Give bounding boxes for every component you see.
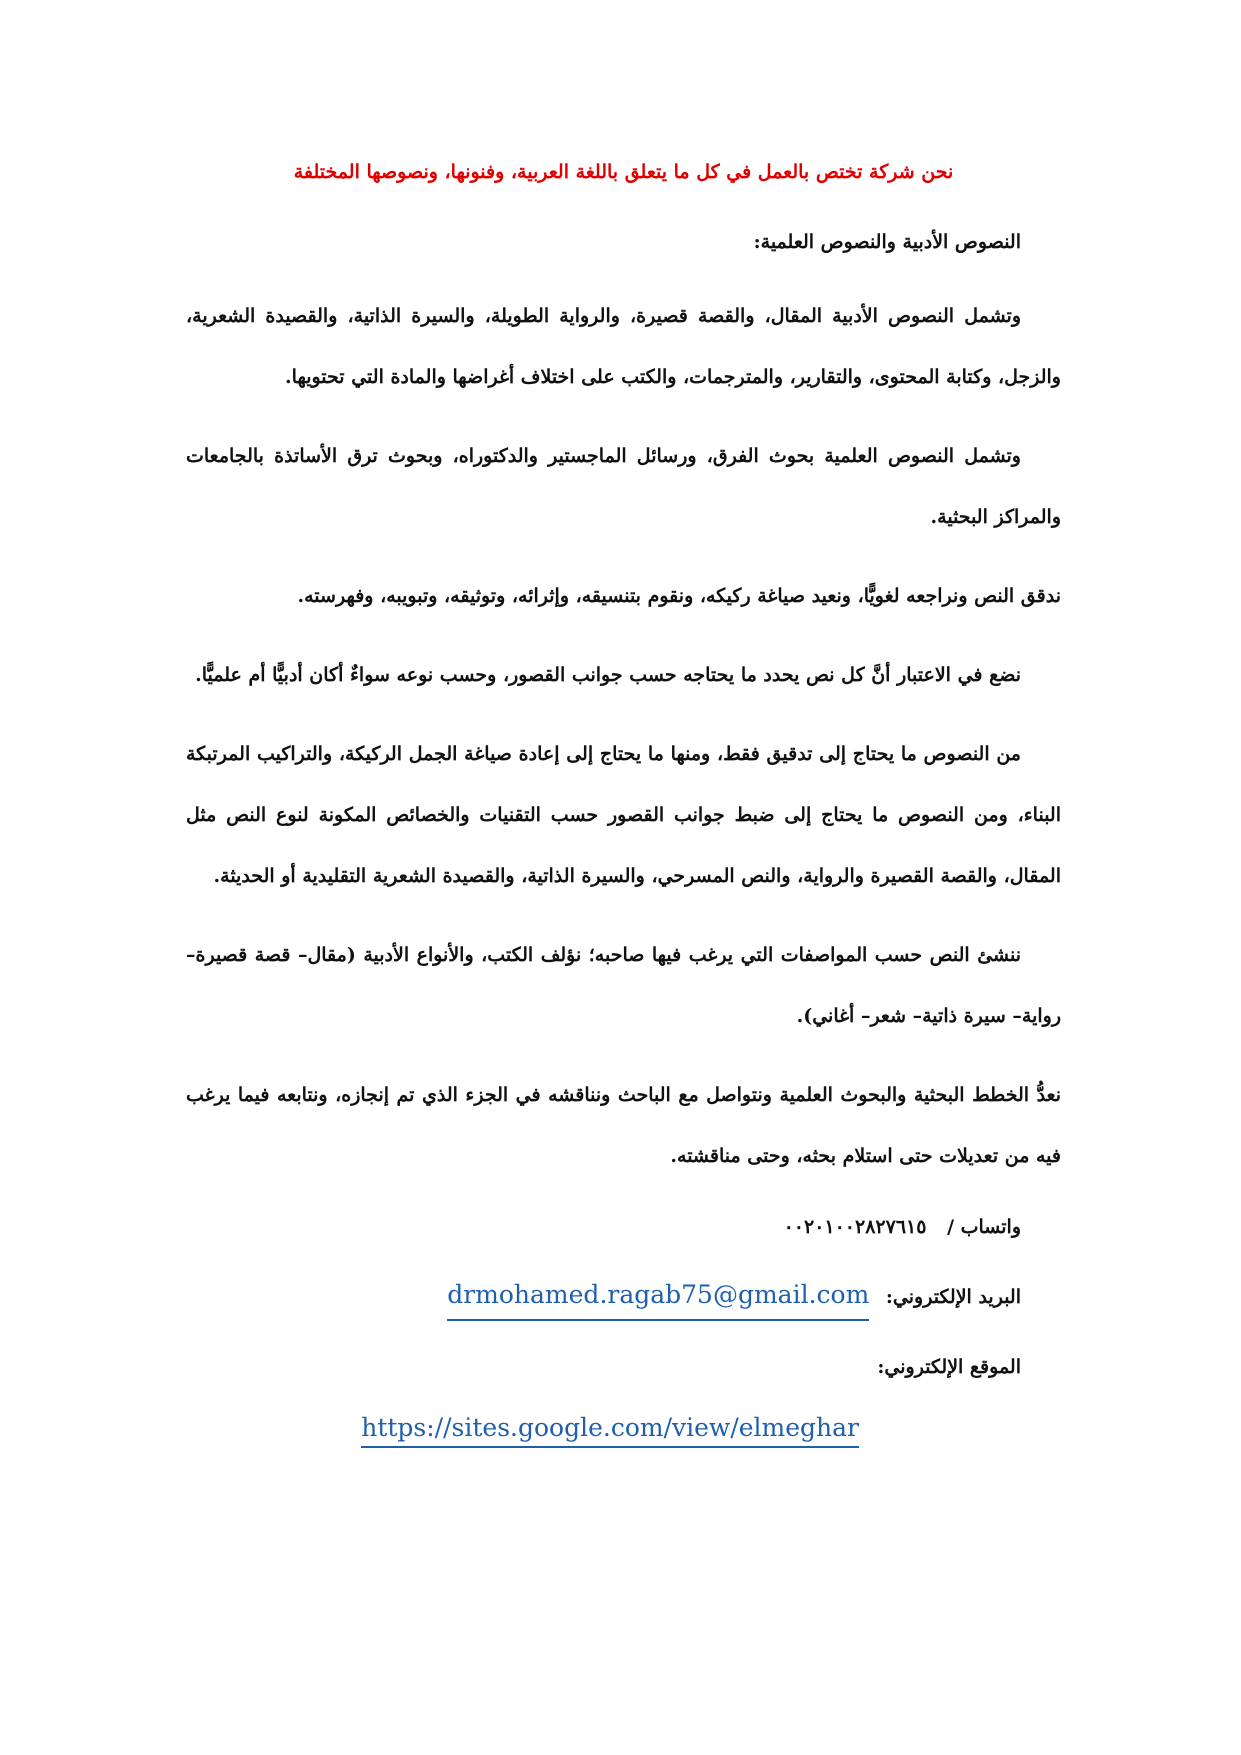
document-page — [186, 150, 1061, 1448]
paragraph-scientific-texts: وتشمل النصوص العلمية بحوث الفرق، ورسائل الماجستير والدكتوراه، وبحوث ترق الأساتذة بالجامعات والمراكز البحثية. — [186, 445, 1061, 528]
email-link[interactable]: drmohamed.ragab75@gmail.com — [447, 1273, 869, 1321]
paragraph-text-needs: من النصوص ما يحتاج إلى تدقيق فقط، ومنها ما يحتاج إلى إعادة صياغة الجمل الركيكة، والتراكيب المرتبكة البناء، ومن النصوص ما يحتاج إلى ضبط جوانب القصور حسب التقنيات والخصائص المكونة لنوع النص مثل المقال، والقصة القصيرة والرواية، والنص المسرحي، والسيرة الذاتية، والقصيدة الشعرية التقليدية أو الحديثة. — [186, 743, 1061, 887]
section-heading: النصوص الأدبية والنصوص العلمية: — [753, 231, 1021, 253]
paragraph-considerations: نضع في الاعتبار أنَّ كل نص يحدد ما يحتاجه حسب جوانب القصور، وحسب نوعه سواءٌ أكان أدبيًّا أم علميًّا. — [195, 664, 1021, 686]
whatsapp-number[interactable]: ٠٠٢٠١٠٠٢٨٢٧٦١٥ — [783, 1216, 927, 1238]
website-label: الموقع الإلكتروني: — [877, 1356, 1021, 1378]
email-label: البريد الإلكتروني: — [885, 1286, 1021, 1308]
paragraph-research-plans: نعدُّ الخطط البحثية والبحوث العلمية ونتواصل مع الباحث ونناقشه في الجزء الذي تم إنجازه، ونتابعه فيما يرغب فيه من تعديلات حتى استلام بحثه، وحتى مناقشته. — [186, 1084, 1061, 1167]
paragraph-proofreading: ندقق النص ونراجعه لغويًّا، ونعيد صياغة ركيكه، ونقوم بتنسيقه، وإثرائه، وتوثيقه، وتبويبه، وفهرسته. — [297, 585, 1061, 607]
company-headline: نحن شركة تختص بالعمل في كل ما يتعلق باللغة العربية، وفنونها، ونصوصها المختلفة — [293, 161, 954, 183]
email-row — [186, 1273, 1061, 1321]
website-link[interactable]: https://sites.google.com/view/elmeghar — [361, 1413, 859, 1448]
website-label-row — [186, 1345, 1061, 1389]
website-link-row — [186, 1413, 1061, 1448]
paragraph-text-creation: ننشئ النص حسب المواصفات التي يرغب فيها صاحبه؛ نؤلف الكتب، والأنواع الأدبية (مقال– قصة قصيرة– رواية– سيرة ذاتية– شعر– أغاني). — [186, 944, 1061, 1027]
paragraph-literary-texts: وتشمل النصوص الأدبية المقال، والقصة قصيرة، والرواية الطويلة، والسيرة الذاتية، والقصيدة الشعرية، والزجل، وكتابة المحتوى، والتقارير، والمترجمات، والكتب على اختلاف أغراضها والمادة التي تحتويها. — [186, 305, 1061, 388]
whatsapp-row — [186, 1205, 1061, 1249]
whatsapp-label: واتساب / — [947, 1216, 1021, 1238]
